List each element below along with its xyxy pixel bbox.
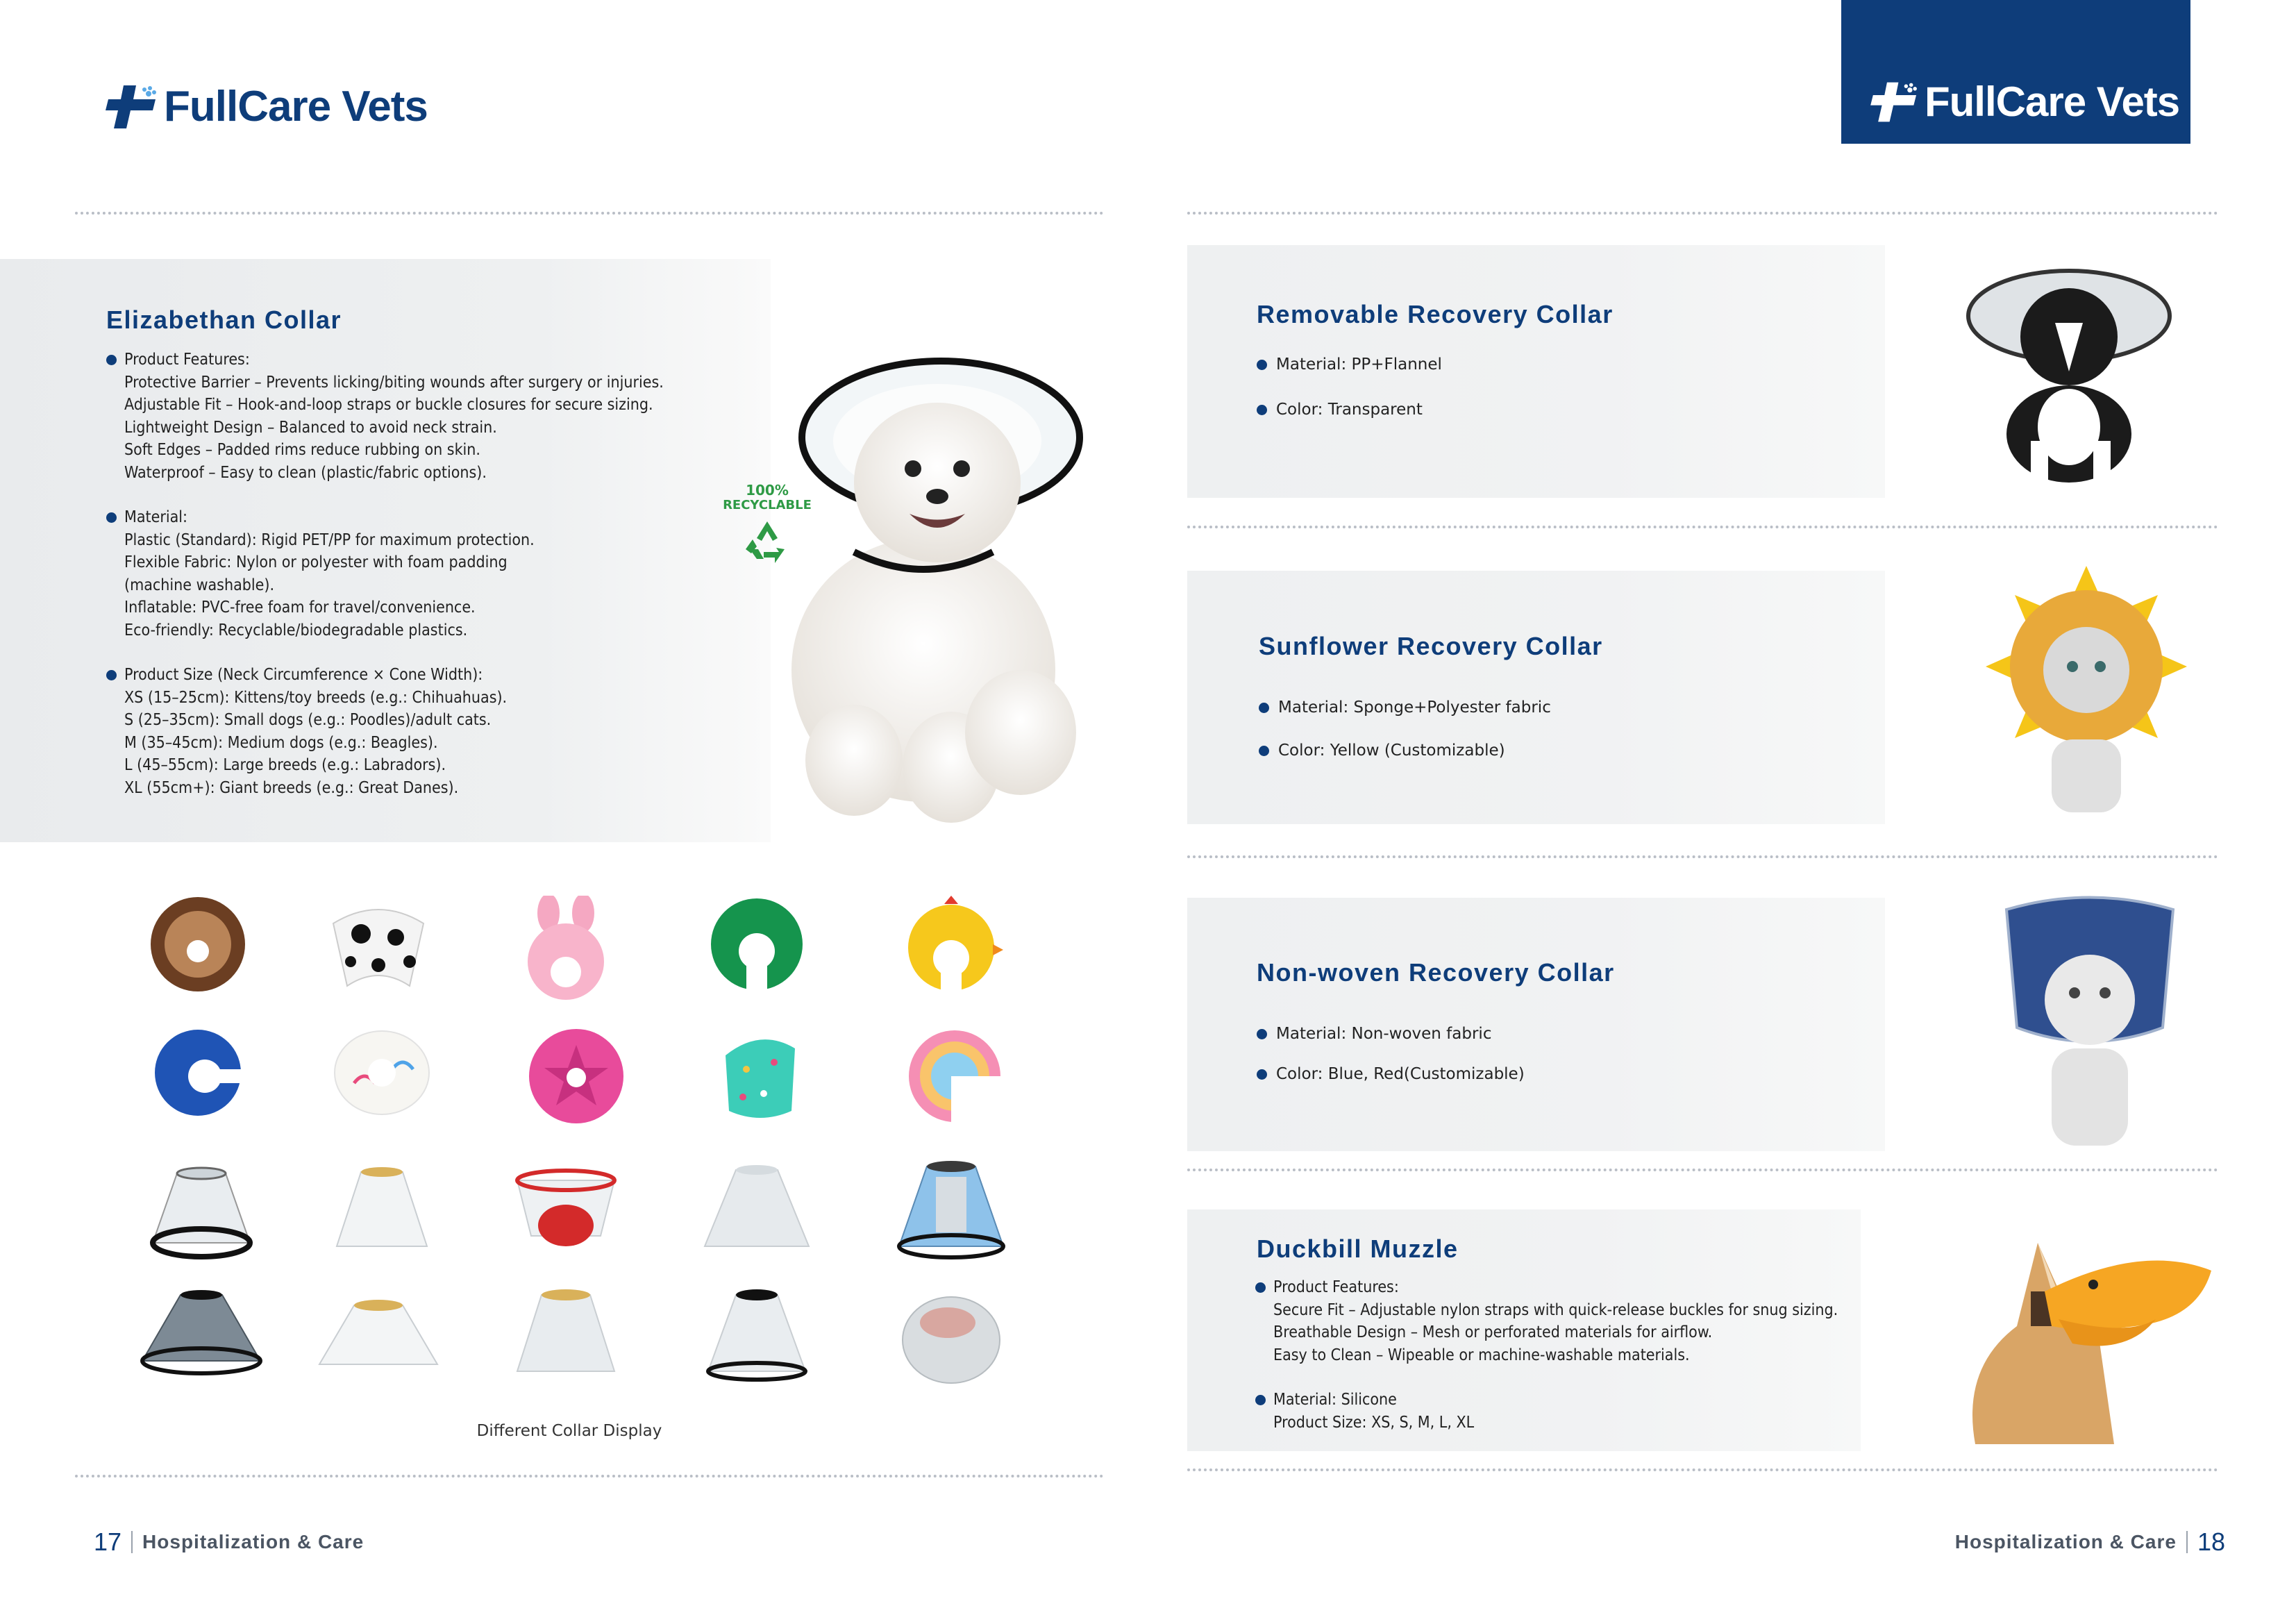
features-heading: Product Features: xyxy=(1255,1276,1838,1299)
product-title: Sunflower Recovery Collar xyxy=(1259,632,1603,660)
blue-inflatable-collar-image xyxy=(153,1028,243,1118)
feature-line: Easy to Clean – Wipeable or machine-washable materials. xyxy=(1273,1346,1690,1364)
material-heading: Material: Silicone xyxy=(1255,1389,1838,1412)
footer-divider xyxy=(2186,1531,2188,1553)
footer-right xyxy=(1955,1527,2225,1557)
gallery-caption: Different Collar Display xyxy=(476,1422,662,1440)
brand-logo-right xyxy=(1869,78,2179,126)
page-number: 17 xyxy=(94,1527,122,1556)
blue-printed-cone-image xyxy=(896,1156,1007,1267)
section-label: Hospitalization & Care xyxy=(1954,1531,2177,1552)
product-details xyxy=(1255,1276,1838,1434)
footer-left xyxy=(94,1527,364,1557)
spec-line: Material: Sponge+Polyester fabric xyxy=(1259,698,1551,717)
brand-logo-box xyxy=(1841,0,2190,144)
dog-removable-collar-image xyxy=(1965,267,2180,489)
cross-paw-icon xyxy=(104,83,158,131)
chicken-collar-image xyxy=(899,896,1003,993)
product-panel xyxy=(1187,571,1885,824)
green-collar-image xyxy=(708,896,805,993)
dark-tinted-cone-image xyxy=(139,1284,264,1382)
product-title: Non-woven Recovery Collar xyxy=(1257,958,1615,987)
pink-star-collar-image xyxy=(528,1028,625,1125)
feature-line: Adjustable Fit – Hook-and-loop straps or buckle closures for secure sizing. xyxy=(124,396,653,414)
feature-line: Soft Edges – Padded rims reduce rubbing on skin. xyxy=(124,441,480,459)
divider xyxy=(1187,1169,2218,1171)
gold-rim-cone-image xyxy=(330,1160,434,1264)
wide-clear-cone-image xyxy=(316,1291,441,1382)
material-line: Inflatable: PVC-free foam for travel/convenience. xyxy=(124,598,476,617)
divider xyxy=(75,212,1104,215)
product-title: Removable Recovery Collar xyxy=(1257,300,1614,328)
spec-line: Color: Transparent xyxy=(1257,401,1423,419)
feature-line: Lightweight Design – Balanced to avoid neck strain. xyxy=(124,418,497,437)
divider xyxy=(1187,855,2218,858)
section-label: Hospitalization & Care xyxy=(142,1531,364,1552)
divider xyxy=(1187,212,2218,215)
material-line: Eco-friendly: Recyclable/biodegradable plastics. xyxy=(124,621,468,639)
cat-nonwoven-collar-image xyxy=(1993,889,2187,1153)
spec-line: Material: Non-woven fabric xyxy=(1257,1025,1491,1043)
cat-sunflower-collar-image xyxy=(1986,566,2187,816)
size-heading: Product Size (Neck Circumference × Cone Width): xyxy=(106,664,664,687)
fabric-pouch-collar-image xyxy=(899,1284,1003,1389)
cross-paw-icon xyxy=(1869,80,1919,124)
feature-line: Protective Barrier – Prevents licking/biting wounds after surgery or injuries. xyxy=(124,373,664,392)
cow-collar-image xyxy=(326,896,430,993)
badge-label: RECYCLABLE xyxy=(723,498,812,512)
product-title: Elizabethan Collar xyxy=(106,305,342,334)
teal-dotted-collar-image xyxy=(715,1028,805,1125)
divider xyxy=(75,1475,1104,1477)
material-line: Flexible Fabric: Nylon or polyester with foam padding xyxy=(124,553,508,571)
divider xyxy=(1187,526,2218,528)
size-line: M (35–45cm): Medium dogs (e.g.: Beagles). xyxy=(124,733,438,752)
feature-line: Breathable Design – Mesh or perforated materials for airflow. xyxy=(1273,1323,1713,1341)
lion-collar-image xyxy=(146,896,250,993)
material-heading: Material: xyxy=(106,506,664,529)
clear-cone-collar-image xyxy=(149,1160,253,1264)
size-line: XS (15–25cm): Kittens/toy breeds (e.g.: Chihuahuas). xyxy=(124,688,508,707)
dog-duckbill-muzzle-image xyxy=(1934,1215,2225,1451)
page-number: 18 xyxy=(2197,1527,2225,1556)
collar-gallery xyxy=(125,882,1055,1396)
size-line: L (45–55cm): Large breeds (e.g.: Labradors). xyxy=(124,756,446,774)
donut-collar-image xyxy=(903,1028,1007,1125)
bunny-collar-image xyxy=(514,896,618,1000)
brand-name: FullCare Vets xyxy=(1925,78,2180,125)
red-mesh-cone-image xyxy=(510,1160,621,1264)
feature-line: Secure Fit – Adjustable nylon straps with quick-release buckles for snug sizing. xyxy=(1273,1300,1838,1319)
size-line: S (25–35cm): Small dogs (e.g.: Poodles)/adult cats. xyxy=(124,711,492,729)
product-details xyxy=(106,349,664,799)
feature-line: Waterproof – Easy to clean (plastic/fabric options). xyxy=(124,463,487,482)
brand-name: FullCare Vets xyxy=(164,83,428,131)
divider xyxy=(1187,1468,2218,1471)
tall-clear-cone-image xyxy=(510,1284,621,1389)
material-line: Plastic (Standard): Rigid PET/PP for maximum protection. xyxy=(124,530,535,549)
product-title: Duckbill Muzzle xyxy=(1257,1234,1459,1263)
rainbow-inflatable-collar-image xyxy=(333,1028,430,1118)
dog-with-cone-illustration xyxy=(715,344,1104,830)
black-rim-cone-image xyxy=(701,1284,812,1389)
brand-logo-left xyxy=(104,82,428,131)
material-line: (machine washable). xyxy=(124,576,275,594)
size-line: XL (55cm+): Giant breeds (e.g.: Great Danes). xyxy=(124,778,459,797)
spec-line: Color: Blue, Red(Customizable) xyxy=(1257,1065,1525,1083)
spec-line: Material: PP+Flannel xyxy=(1257,355,1442,374)
badge-percent: 100% xyxy=(746,482,789,499)
footer-divider xyxy=(131,1531,133,1553)
large-clear-cone-image xyxy=(701,1160,812,1264)
features-heading: Product Features: xyxy=(106,349,664,371)
spec-line: Color: Yellow (Customizable) xyxy=(1259,742,1505,760)
size-line: Product Size: XS, S, M, L, XL xyxy=(1273,1413,1475,1432)
